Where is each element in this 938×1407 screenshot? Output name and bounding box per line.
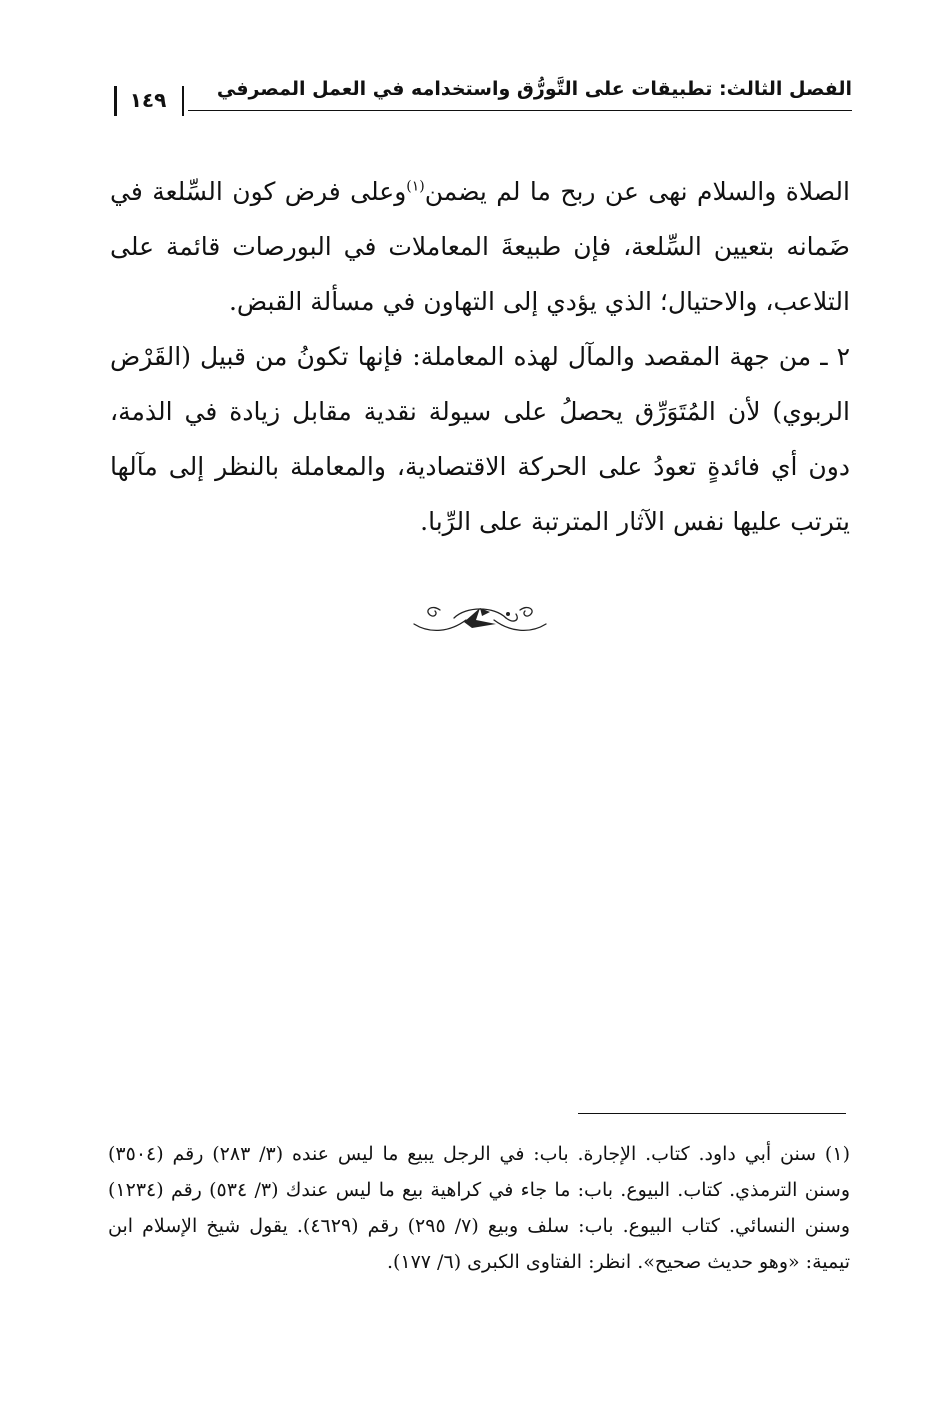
running-header (108, 72, 852, 124)
footnote-separator (578, 1113, 846, 1114)
page-number-bar-left (114, 86, 117, 116)
main-text (110, 164, 850, 549)
header-rule (188, 110, 852, 111)
page-number-bar-right (182, 86, 184, 116)
footnote-reference: (١) (406, 178, 425, 195)
paragraph-1-start: الصلاة والسلام نهى عن ربح ما لم يضمن (424, 177, 850, 206)
page-number: ١٤٩ (129, 88, 167, 112)
footnote-1: (١) سنن أبي داود. كتاب. الإجارة. باب: في الرجل يبيع ما ليس عنده (٣/ ٢٨٣) رقم (٣٥٠٤) وسنن الترمذي. كتاب. البيوع. باب: ما جاء في كراهية بيع ما ليس عندك (٣/ ٥٣٤) رقم (١٢٣٤) وسنن النسائي. كتاب البيوع. باب: سلف وبيع (٧/ ٢٩٥) رقم (٤٦٢٩). يقول شيخ الإسلام ابن تيمية: «وهو حديث صحيح». انظر: الفتاوى الكبرى (٦/ ١٧٧). (108, 1143, 851, 1273)
page-number-box (108, 86, 188, 114)
paragraph-1-rest: وعلى فرض كون السِّلعة في ضَمانه بتعيين السِّلعة، فإن طبيعةَ المعاملات في البورصات قائمة على التلاعب، والاحتيال؛ الذي يؤدي إلى التهاون في مسألة القبض. (110, 177, 850, 316)
footnotes (108, 1136, 850, 1280)
chapter-title: الفصل الثالث: تطبيقات على التَّورُّق واستخدامه في العمل المصرفي (216, 78, 852, 100)
paragraph-2: ٢ ـ من جهة المقصد والمآل لهذه المعاملة: فإنها تكونُ من قبيل (القَرْض الربوي) لأن المُتَوَرِّق يحصلُ على سيولة نقدية مقابل زيادة في الذمة، دون أي فائدةٍ تعودُ على الحركة الاقتصادية، والمعاملة بالنظر إلى مآلها يترتب عليها نفس الآثار المترتبة على الرِّبا. (110, 342, 850, 536)
decorative-ornament-icon (410, 598, 550, 638)
paragraph-1 (110, 164, 850, 329)
